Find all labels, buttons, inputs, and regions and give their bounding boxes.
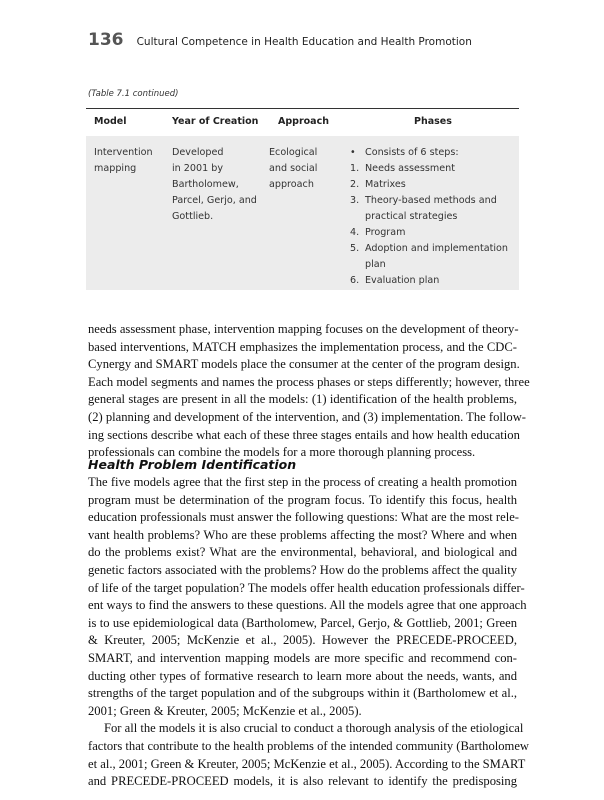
phase-text: plan [365, 259, 386, 270]
section-heading: Health Problem Identification [88, 457, 297, 472]
text-line: general stages are present in all the models: (1) identification of the health problems, [88, 392, 517, 407]
text-line: and PRECEDE-PROCEED models, it is also relevant to identify the predisposing [88, 774, 517, 789]
phase-item [350, 225, 508, 241]
cell-line: Gottlieb. [172, 211, 214, 222]
phase-text: practical strategies [365, 211, 458, 222]
step-number: 6. [350, 275, 360, 286]
phase-text: Consists of 6 steps: [365, 147, 459, 158]
text-line: SMART, and intervention mapping models are more specific and recommend con- [88, 650, 517, 665]
cell-line: Intervention [94, 147, 153, 158]
column-header-year: Year of Creation [172, 116, 259, 127]
phase-text: Adoption and implementation [365, 243, 508, 254]
cell-line: and social [269, 163, 318, 174]
cell-line: mapping [94, 163, 137, 174]
step-number: 5. [350, 243, 360, 254]
text-line: based interventions, MATCH emphasizes the implementation process, and the CDC- [88, 339, 517, 354]
text-line: Cynergy and SMART models place the consumer at the center of the program design. [88, 357, 520, 372]
text-line: ing sections describe what each of these three stages entails and how health education [88, 427, 520, 442]
phase-text: Matrixes [365, 179, 406, 190]
cell-line: Parcel, Gerjo, and [172, 195, 257, 206]
paragraph-1 [88, 321, 530, 462]
text-line: 2001; Green & Kreuter, 2005; McKenzie et al., 2005). [88, 703, 362, 718]
phase-item [350, 145, 508, 161]
cell-approach [269, 145, 317, 193]
phase-item [350, 193, 508, 225]
phase-item [350, 241, 508, 273]
text-line: Each model segments and names the process phases or steps differently; however, three [88, 374, 530, 389]
step-number: 1. [350, 163, 360, 174]
text-line: is to use epidemiological data (Bartholomew, Parcel, Gerjo, & Gottlieb, 2001; Green [88, 615, 517, 630]
cell-line: Bartholomew, [172, 179, 239, 190]
phase-text: Theory-based methods and [365, 195, 497, 206]
text-line: program must be determination of the program focus. To identify this focus, health [88, 492, 517, 507]
phase-item [350, 273, 508, 289]
cell-model [94, 145, 153, 177]
text-line: education professionals must answer the following questions: What are the most rele- [88, 510, 519, 525]
text-line: do the problems exist? What are the environmental, behavioral, and biological and [88, 545, 517, 560]
cell-year [172, 145, 257, 225]
step-number: 2. [350, 179, 360, 190]
text-line: (2) planning and development of the intervention, and (3) implementation. The follow- [88, 409, 526, 424]
table-caption: (Table 7.1 continued) [88, 89, 179, 99]
text-line: The five models agree that the first step in the process of creating a health promotion [88, 475, 517, 489]
text-line: ent ways to find the answers to these questions. All the models agree that one approach [88, 598, 527, 613]
text-line: & Kreuter, 2005; McKenzie et al., 2005). However the PRECEDE-PROCEED, [88, 633, 517, 648]
paragraph-2 [88, 474, 527, 720]
phase-text: Needs assessment [365, 163, 455, 174]
paragraph-3 [88, 720, 530, 790]
page-number: 136 [88, 30, 124, 50]
text-line: For all the models it is also crucial to conduct a thorough analysis of the etiological [104, 721, 524, 736]
cell-line: Developed [172, 147, 224, 158]
text-line: ducting other types of formative research to learn more about the needs, wants, and [88, 668, 517, 683]
column-header-approach: Approach [278, 116, 329, 127]
cell-phases [350, 145, 508, 289]
phase-text: Program [365, 227, 406, 238]
cell-line: approach [269, 179, 314, 190]
text-line: vant health problems? Who are these problems affecting the most? Where and when [88, 527, 517, 542]
running-header [88, 30, 472, 50]
text-line: of life of the target population? The models offer health education professionals differ- [88, 580, 525, 595]
phase-text: Evaluation plan [365, 275, 440, 286]
phase-item [350, 161, 508, 177]
cell-line: in 2001 by [172, 163, 224, 174]
step-number: 4. [350, 227, 360, 238]
text-line: et al., 2001; Green & Kreuter, 2005; McKenzie et al., 2005). According to the SMART [88, 756, 526, 771]
column-header-model: Model [94, 116, 127, 127]
text-line: genetic factors associated with the problems? How do the problems affect the quality [88, 562, 517, 577]
text-line: professionals can combine the models for a more thorough planning process. [88, 445, 476, 460]
phase-item [350, 177, 508, 193]
column-header-phases: Phases [414, 116, 452, 127]
text-line: needs assessment phase, intervention mapping focuses on the development of theory- [88, 322, 519, 336]
text-line: factors that contribute to the health problems of the intended community (Bartholomew [88, 738, 530, 753]
bullet-marker: • [350, 147, 356, 158]
running-title: Cultural Competence in Health Education and Health Promotion [136, 36, 472, 48]
cell-line: Ecological [269, 147, 318, 158]
text-line: strengths of the target population and of the subgroups within it (Bartholomew et al., [88, 686, 517, 701]
step-number: 3. [350, 195, 360, 206]
table-top-rule [86, 108, 519, 109]
